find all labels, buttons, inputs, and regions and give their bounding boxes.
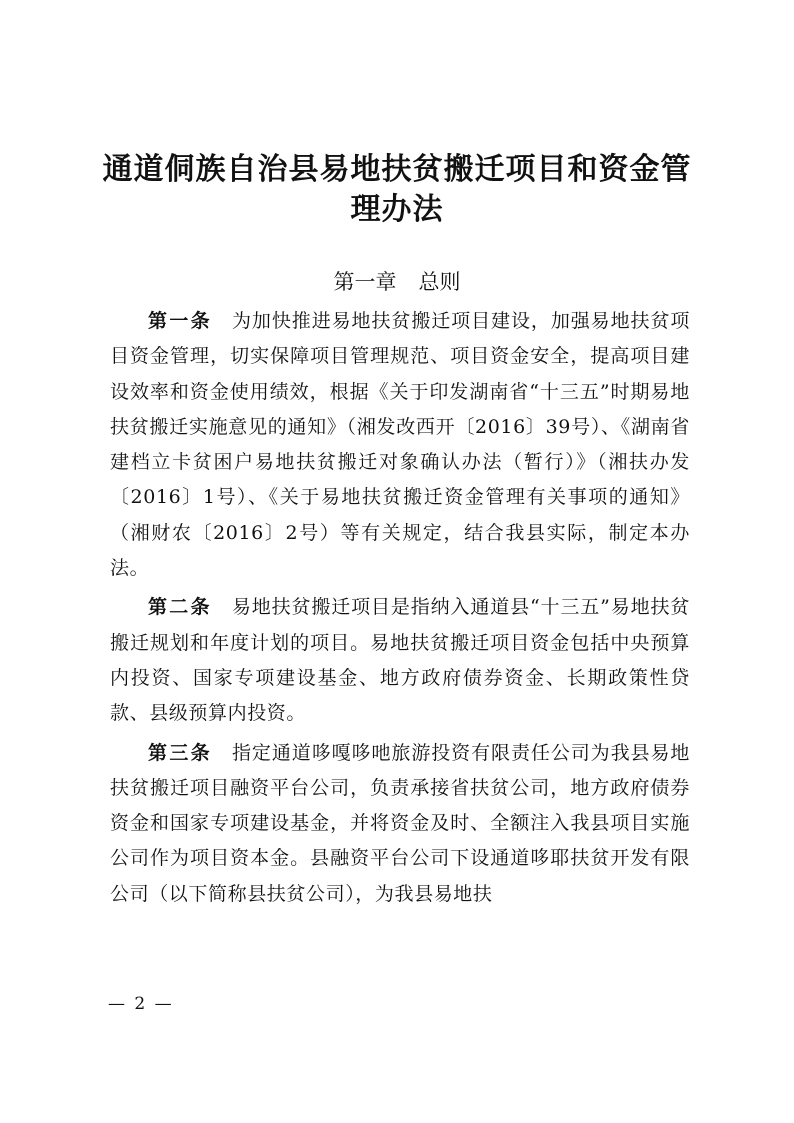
article-3 bbox=[110, 736, 690, 912]
page-number: — 2 — bbox=[108, 994, 174, 1014]
article-label: 第三条 bbox=[148, 741, 212, 764]
chapter-name: 总则 bbox=[418, 270, 461, 294]
article-text: 为加快推进易地扶贫搬迁项目建设，加强易地扶贫项目资金管理，切实保障项目管理规范、项目资金安全，提高项目建设效率和资金使用绩效，根据《关于印发湖南省“十三五”时期易地扶贫搬迁实施意见的通知》（湘发改西开〔2016〕39号）、《湖南省建档立卡贫困户易地扶贫搬迁对象确认办法（暂行）》（湘扶办发〔2016〕1号）、《关于易地扶贫搬迁资金管理有关事项的通知》（湘财农〔2016〕2号）等有关规定，结合我县实际，制定本办法。 bbox=[110, 310, 690, 580]
document-body bbox=[110, 304, 690, 916]
article-2 bbox=[110, 590, 690, 731]
article-label: 第一条 bbox=[148, 310, 212, 332]
article-label: 第二条 bbox=[148, 596, 212, 619]
document-title-line-2: 理办法 bbox=[350, 192, 444, 227]
article-text: 指定通道哆嘎哆吔旅游投资有限责任公司为我县易地扶贫搬迁项目融资平台公司，负责承接省扶贫公司，地方政府债券资金和国家专项建设基金，并将资金及时、全额注入我县项目实施公司作为项目资本金。县融资平台公司下设通道哆耶扶贫开发有限公司（以下简称县扶贫公司），为我县易地扶 bbox=[110, 741, 690, 905]
article-1 bbox=[110, 304, 690, 586]
chapter-heading bbox=[0, 266, 794, 296]
document-title-line-1: 通道侗族自治县易地扶贫搬迁项目和资金管 bbox=[102, 152, 692, 187]
article-text: 易地扶贫搬迁项目是指纳入通道县“十三五”易地扶贫搬迁规划和年度计划的项目。易地扶贫搬迁项目资金包括中央预算内投资、国家专项建设基金、地方政府债券资金、长期政策性贷款、县级预算内投资。 bbox=[110, 596, 690, 725]
chapter-number: 第一章 bbox=[333, 270, 397, 294]
